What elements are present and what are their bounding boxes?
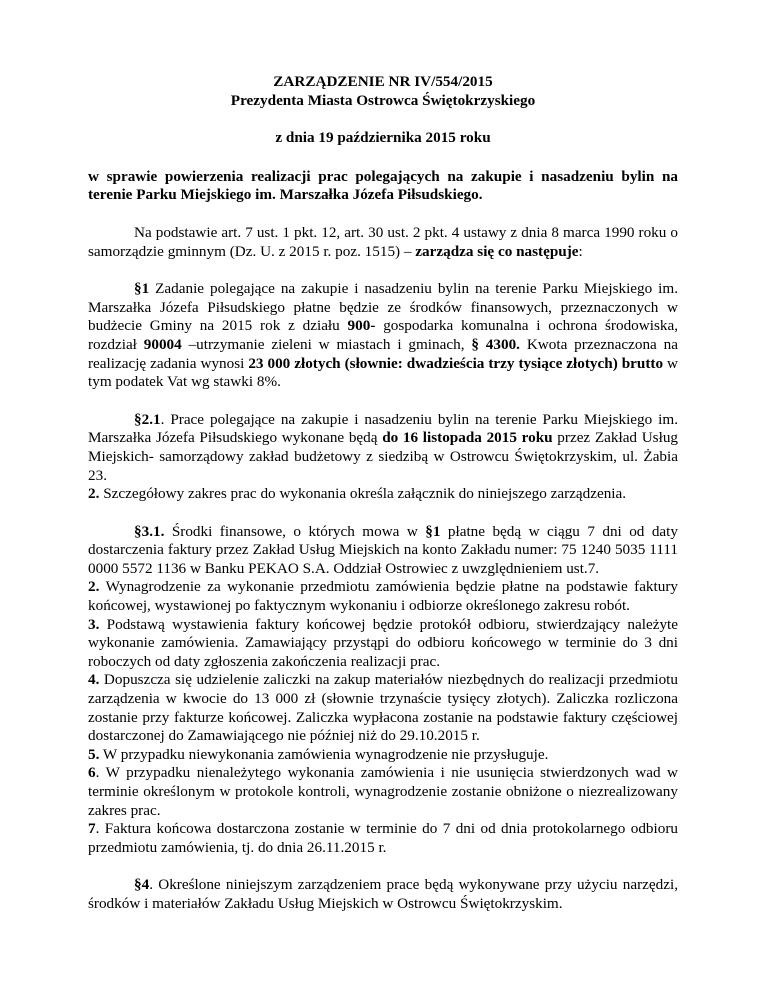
section-1-text-2: gospodarka komunalna i ochrona środowiska, rozdział (88, 317, 678, 353)
subject-text: w sprawie powierzenia realizacji prac polegających na zakupie i nasadzeniu bylin na terenie Parku Miejskiego im. Marszałka Józefa Piłsudskiego. (88, 167, 678, 204)
section-1-bold-3: § 4300. (471, 335, 520, 353)
section-1-text-5: w tym podatek Vat wg stawki 8%. (88, 354, 678, 391)
section-4-text: . Określone niniejszym zarządzeniem prace będą wykonywane przy użyciu narzędzi, środków i materiałów Zakładu Usług Miejskich w Ostrowcu Świętokrzyskim. (88, 876, 678, 912)
section-3-item (88, 671, 678, 745)
section-3-item (88, 764, 678, 820)
section-2-paragraph-2 (88, 485, 678, 504)
section-2-item-text: Szczegółowy zakres prac do wykonania określa załącznik do niniejszego zarządzenia. (99, 485, 627, 503)
section-3-item-text: Dopuszcza się udzielenie zaliczki na zakup materiałów niezbędnych do realizacji przedmiotu zarządzenia w kwocie do 13 000 zł (słownie trzynaście tysięcy złotych). Zaliczka rozliczona zostanie przy fakturze końcowej. Zaliczka wypłacona zostanie na podstawie faktury częściowej dostarczonej do Zamawiającego nie później niż do 29.10.2015 r. (88, 671, 678, 745)
preamble-bold: zarządza się co następuje (415, 242, 579, 260)
document-subject (88, 168, 678, 205)
preamble-end: : (578, 242, 583, 260)
section-2-item-number: 2. (88, 485, 100, 503)
section-3-item (88, 616, 678, 672)
section-3-text-2: płatne będą w ciągu 7 dni od daty dostarczenia faktury przez Zakład Usług Miejskich na konto Zakładu numer: 75 1240 5035 1111 0000 5572 1136 w Banku PEKAO S.A. Oddział Ostrowiec z uwzględnieniem ust.7. (88, 522, 678, 577)
section-3-item-number: 7 (88, 820, 96, 838)
section-2-bold-1: do 16 listopada 2015 roku (382, 429, 553, 447)
section-1-bold-4: 23 000 złotych (słownie: dwadzieścia trzy tysiące złotych) brutto (248, 354, 664, 372)
section-3-item-text: W przypadku niewykonania zamówienia wynagrodzenie nie przysługuje. (99, 745, 549, 763)
section-3-item-number: 2. (88, 578, 100, 596)
section-3-bold-1: §1 (425, 522, 441, 540)
section-3-item-number: 6 (88, 764, 96, 782)
section-2-text-2: przez Zakład Usług Miejskich- samorządowy zakład budżetowy z siedzibą w Ostrowcu Świętokrzyskim, ul. Żabia 23. (88, 429, 679, 484)
section-2-paragraph-1 (88, 411, 678, 485)
title-line-1: ZARZĄDZENIE NR IV/554/2015 (273, 73, 493, 90)
document-page (88, 68, 678, 914)
section-3-item-number: 4. (88, 671, 100, 689)
section-3-item-text: Podstawą wystawienia faktury końcowej będzie protokół odbioru, stwierdzający należyte wykonanie zamówienia. Zamawiający przystąpi do odbioru końcowego w terminie do 3 dni roboczych od daty zgłoszenia zakończenia realizacji prac. (88, 615, 678, 670)
section-1-text-4: Kwota przeznaczona na realizację zadania wynosi (88, 335, 678, 372)
section-2-text-1: . Prace polegające na zakupie i nasadzeniu bylin na terenie Parku Miejskiego im. Marszałka Józefa Piłsudskiego wykonane będą (88, 410, 678, 447)
section-3-item (88, 746, 678, 765)
document-date: z dnia 19 października 2015 roku (275, 129, 491, 147)
section-1-bold-1: 900- (347, 317, 376, 335)
section-1-mark: §1 (134, 280, 150, 298)
section-3-paragraph-1 (88, 523, 678, 579)
section-1-text-3: –utrzymanie zieleni w miastach i gminach, (181, 335, 472, 353)
section-3-mark: §3.1. (134, 522, 165, 540)
preamble (88, 224, 678, 261)
section-3-item-text: Wynagrodzenie za wykonanie przedmiotu zamówienia będzie płatne na podstawie faktury końcowej, wystawionej po faktycznym wykonaniu i odbiorze określonego zakresu robót. (88, 578, 678, 615)
section-1-bold-2: 90004 (143, 335, 182, 353)
section-3-item-number: 5. (88, 745, 100, 763)
section-1 (88, 280, 678, 392)
section-4 (88, 876, 678, 913)
section-3-item-text: . W przypadku nienależytego wykonania zamówienia i nie usunięcia stwierdzonych wad w terminie określonym w protokole kontroli, wynagrodzenie zostanie obniżone o niezrealizowany zakres prac. (88, 764, 678, 819)
preamble-text: Na podstawie art. 7 ust. 1 pkt. 12, art. 30 ust. 2 pkt. 4 ustawy z dnia 8 marca 1990 roku o samorządzie gminnym (Dz. U. z 2015 r. poz. 1515) – (88, 223, 678, 260)
section-3 (88, 523, 678, 858)
section-3-item-text: . Faktura końcowa dostarczona zostanie w terminie do 7 dni od dnia protokolarnego odbioru przedmiotu zamówienia, tj. do dnia 26.11.2015 r. (88, 820, 678, 856)
section-3-text-1: Środki finansowe, o których mowa w (164, 522, 426, 540)
section-2-mark: §2.1 (134, 410, 161, 428)
section-4-mark: §4 (134, 876, 150, 894)
section-3-item (88, 578, 678, 615)
document-title (88, 73, 678, 110)
section-1-text-1: Zadanie polegające na zakupie i nasadzeniu bylin na terenie Parku Miejskiego im. Marszałka Józefa Piłsudskiego płatne będzie ze środków finansowych, przeznaczonych w budżecie Gminy na 2015 rok z działu (88, 280, 678, 335)
section-3-item (88, 820, 678, 857)
section-2 (88, 411, 678, 504)
title-line-2: Prezydenta Miasta Ostrowca Świętokrzyskiego (230, 91, 536, 109)
section-3-item-number: 3. (88, 615, 100, 633)
